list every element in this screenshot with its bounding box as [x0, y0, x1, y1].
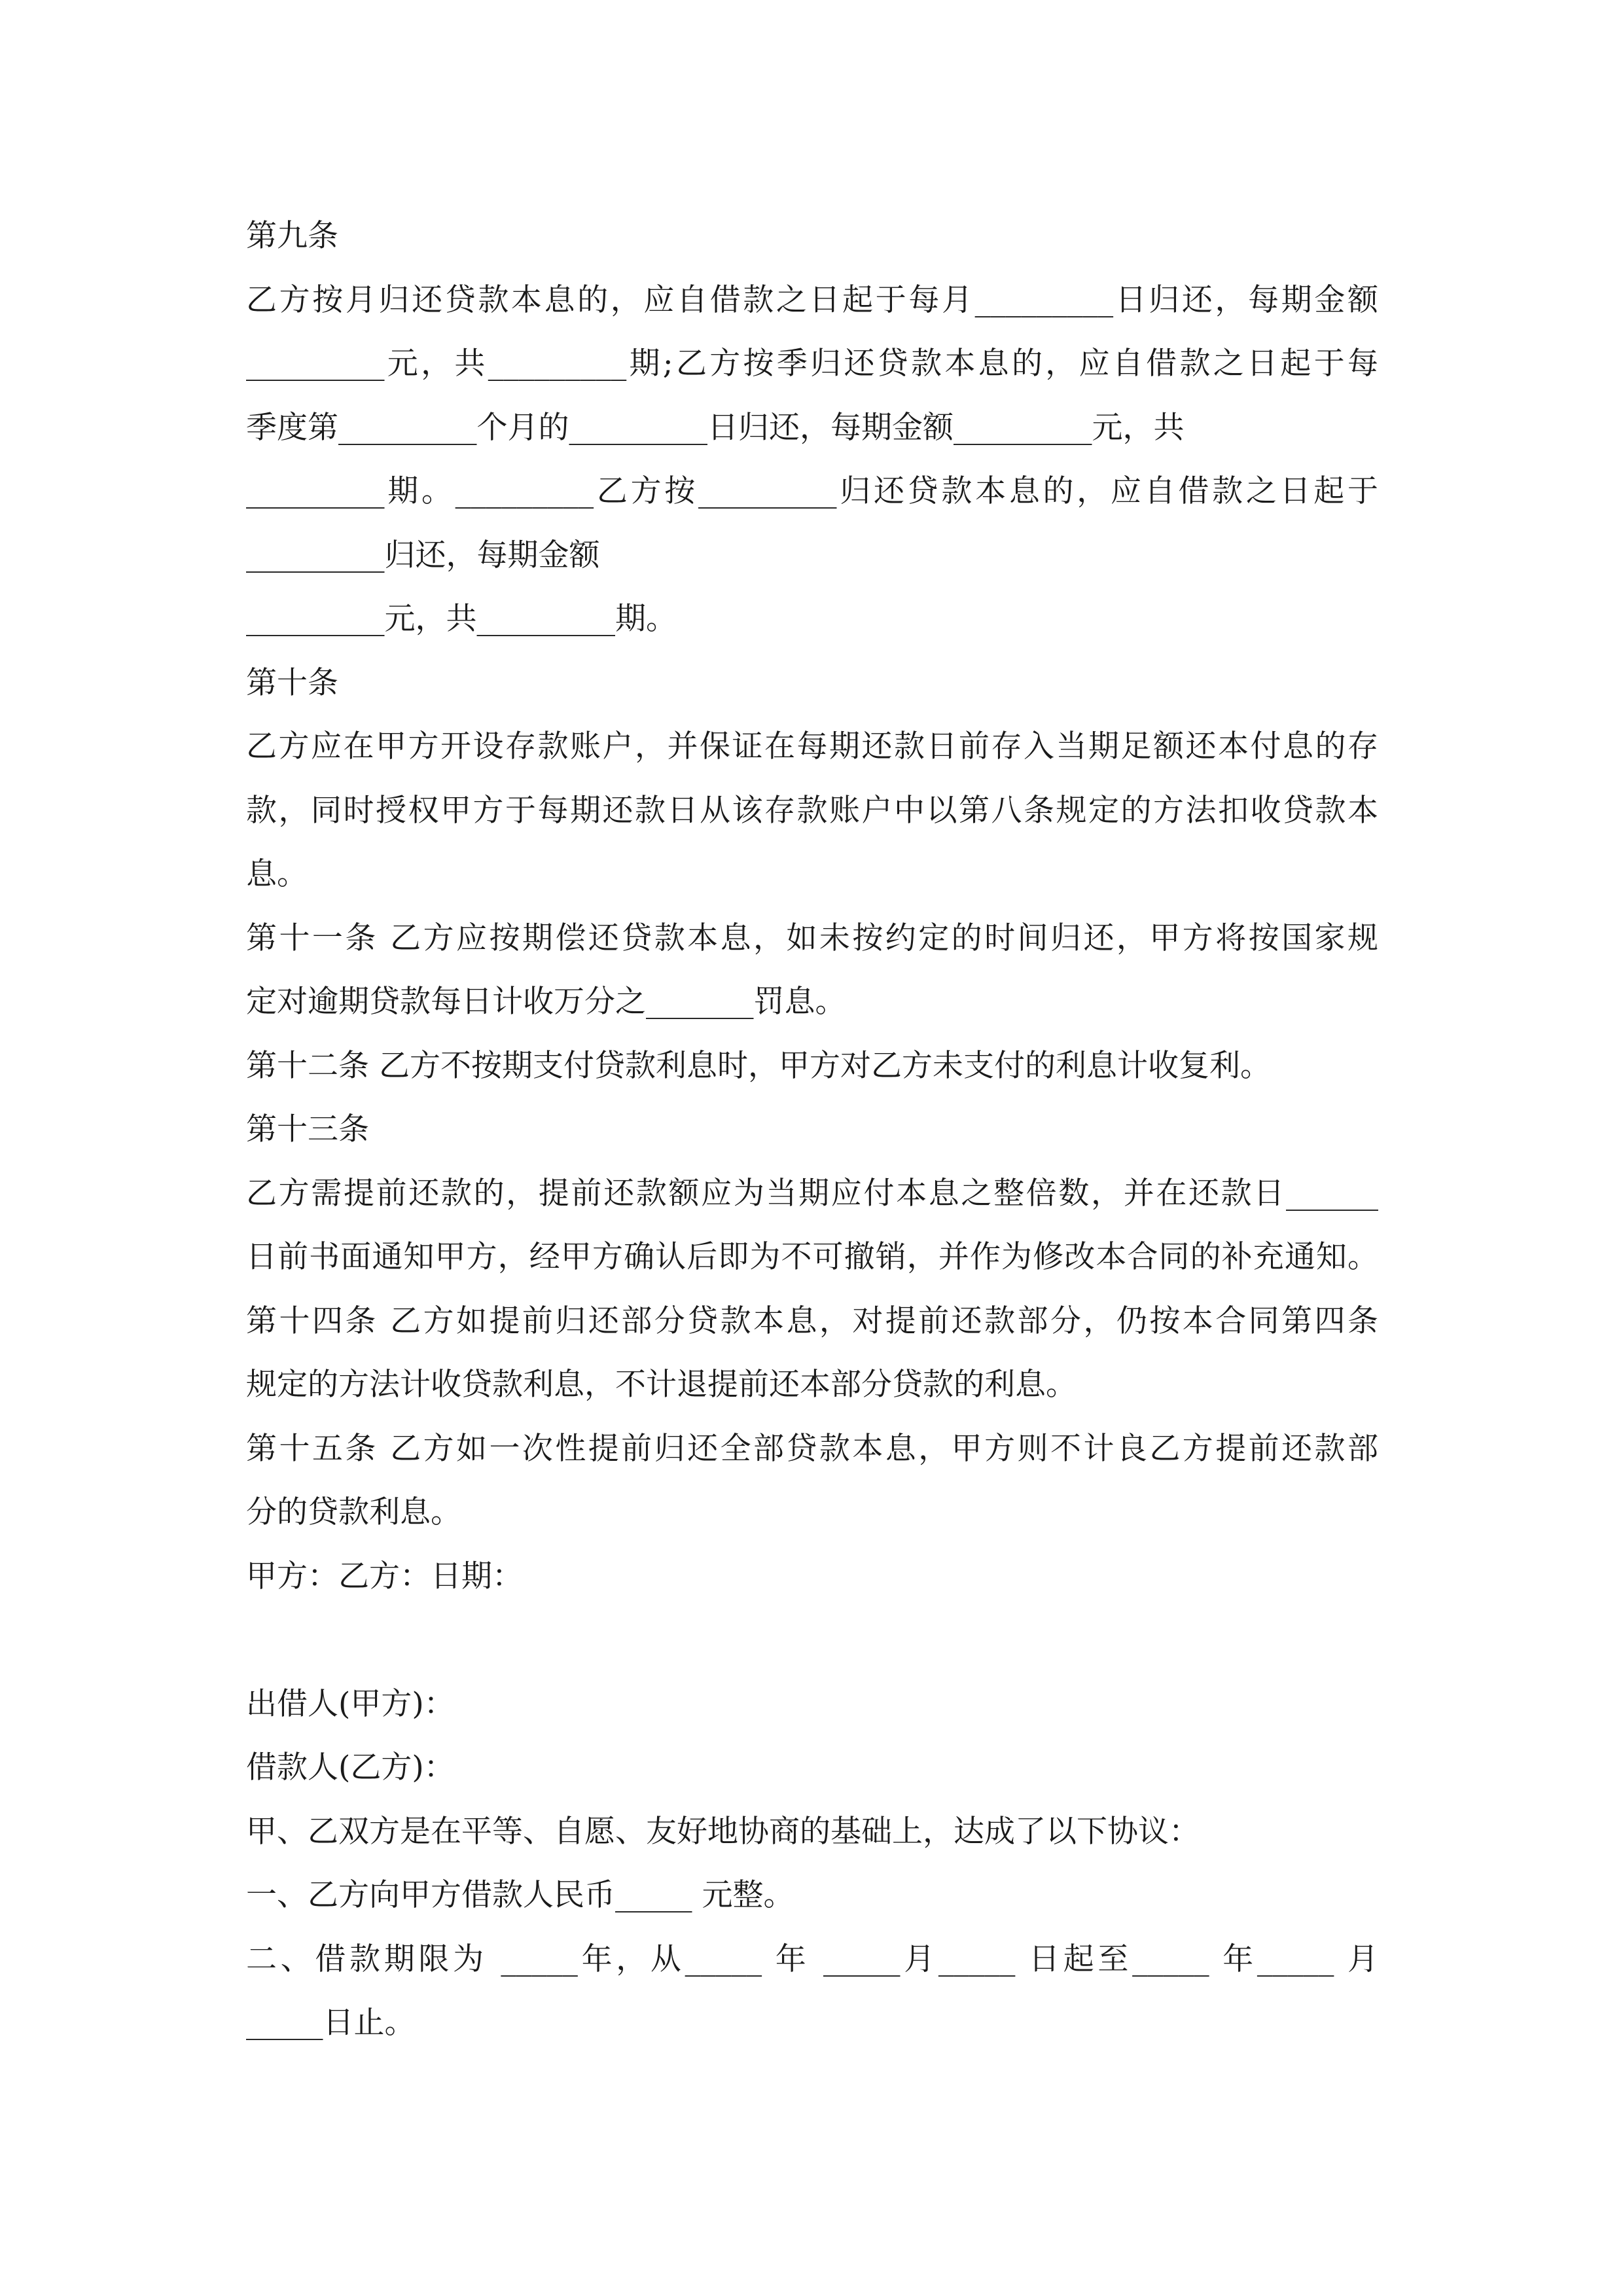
item-1-line: 一、乙方向甲方借款人民币_____ 元整。	[246, 1877, 794, 1913]
article-14-text-line: 第十四条 乙方如提前归还部分贷款本息，对提前还款部分，仍按本合同第四条	[246, 1302, 1378, 1339]
article-10-text-line: 乙方应在甲方开设存款账户，并保证在每期还款日前存入当期足额还本付息的存	[246, 728, 1378, 764]
article-12-text-line: 第十二条 乙方不按期支付贷款利息时，甲方对乙方未支付的利息计收复利。	[246, 1047, 1271, 1084]
article-9-text-line: 乙方按月归还贷款本息的，应自借款之日起于每月_________日归还，每期金额	[246, 281, 1378, 318]
article-15-text-line: 分的贷款利息。	[246, 1494, 461, 1530]
article-10-heading: 第十条	[246, 664, 338, 701]
article-15-text-line: 第十五条 乙方如一次性提前归还全部贷款本息，甲方则不计良乙方提前还款部	[246, 1430, 1378, 1467]
article-14-text-line: 规定的方法计收贷款利息，不计退提前还本部分贷款的利息。	[246, 1367, 1077, 1403]
article-13-text-line: 日前书面通知甲方，经甲方确认后即为不可撤销，并作为修改本合同的补充通知。	[246, 1239, 1378, 1275]
item-2-line: 二、借款期限为 _____年，从_____ 年 _____月_____ 日起至_____ 年_____ 月	[246, 1941, 1378, 1977]
article-9-text-line: _________元，共_________期;乙方按季归还贷款本息的，应自借款之日起于每	[246, 346, 1378, 382]
article-9-text-line: _________元，共_________期。	[246, 601, 677, 637]
article-10-text-line: 息。	[246, 856, 308, 892]
article-9-text-line: _________期。_________乙方按_________归还贷款本息的，应自借款之日起于	[246, 473, 1378, 509]
borrower-line: 借款人(乙方)：	[246, 1749, 455, 1785]
article-13-text-line: 乙方需提前还款的，提前还款额应为当期应付本息之整倍数，并在还款日______	[246, 1175, 1378, 1211]
article-9-text-line: 季度第_________个月的_________日归还，每期金额_________元，共	[246, 409, 1185, 446]
article-9-heading: 第九条	[246, 218, 338, 254]
lender-line: 出借人(甲方)：	[246, 1685, 455, 1722]
contract-text	[246, 204, 1378, 2055]
item-2-line: _____日止。	[246, 2005, 416, 2041]
article-11-text-line: 定对逾期贷款每日计收万分之_______罚息。	[246, 984, 846, 1020]
signature-line: 甲方：乙方：日期：	[246, 1558, 523, 1594]
article-10-text-line: 款，同时授权甲方于每期还款日从该存款账户中以第八条规定的方法扣收贷款本	[246, 792, 1378, 829]
blank-spacer	[246, 1608, 1378, 1672]
article-11-text-line: 第十一条 乙方应按期偿还贷款本息，如未按约定的时间归还，甲方将按国家规	[246, 920, 1378, 956]
article-13-heading: 第十三条	[246, 1111, 369, 1147]
article-9-text-line: _________归还，每期金额	[246, 537, 600, 573]
agreement-intro: 甲、乙双方是在平等、自愿、友好地协商的基础上，达成了以下协议：	[246, 1813, 1200, 1850]
